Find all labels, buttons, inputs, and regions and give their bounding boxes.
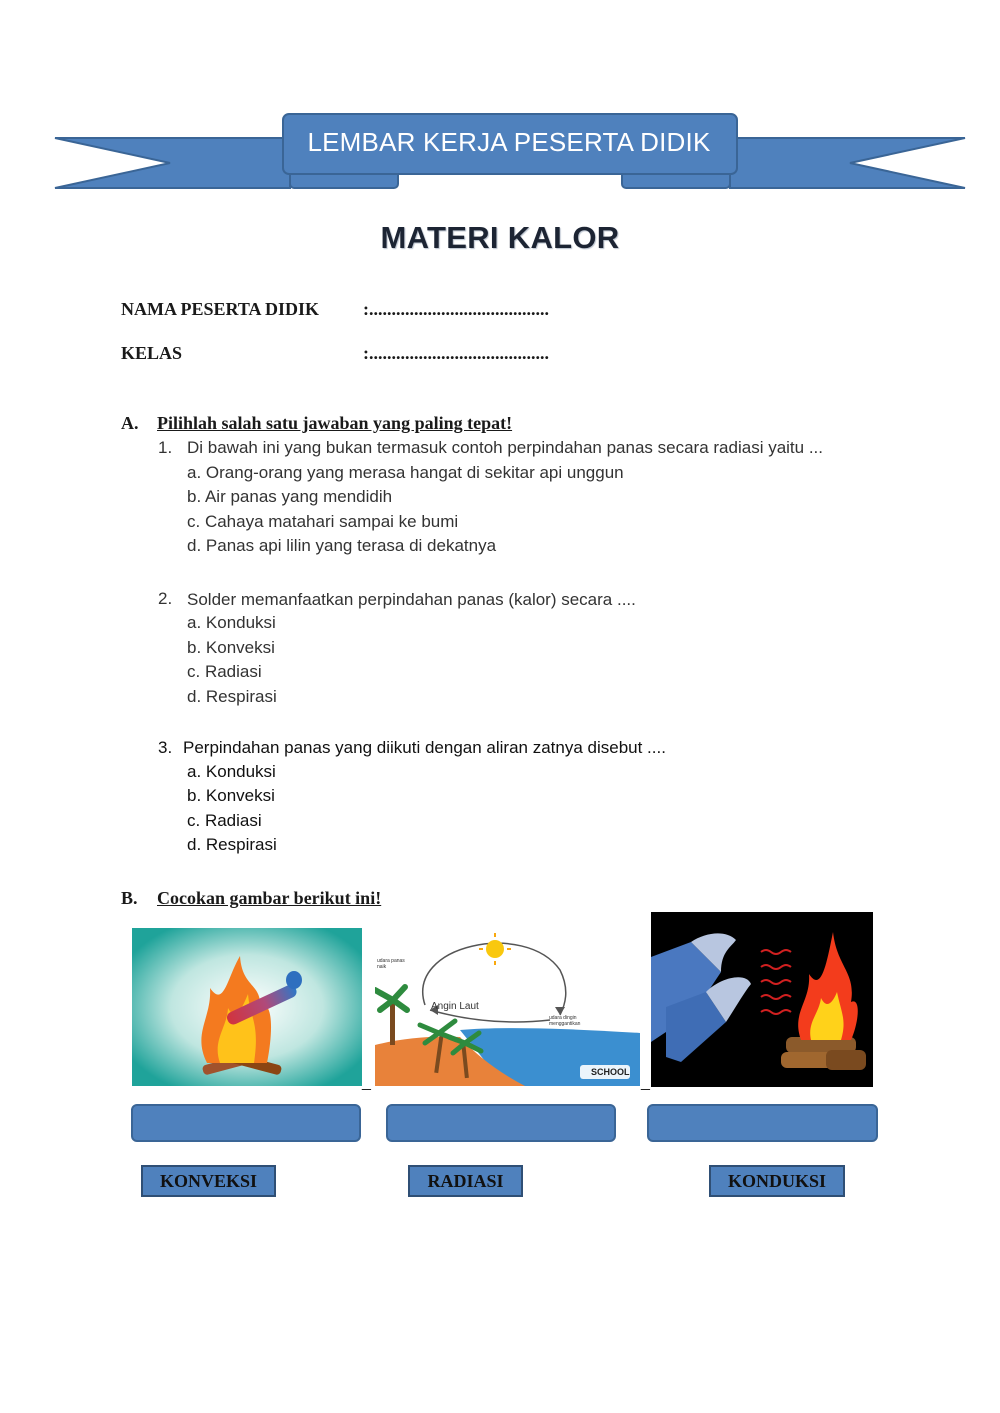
question-2-option-d[interactable]: d. Respirasi (187, 687, 277, 706)
question-1-option-a[interactable]: a. Orang-orang yang merasa hangat di sekitar api unggun (187, 463, 624, 482)
label-radiasi-button[interactable]: RADIASI (408, 1165, 523, 1197)
blank-separator-2: _ (641, 1074, 650, 1091)
radiation-picture (651, 912, 873, 1087)
question-2-option-b[interactable]: b. Konveksi (187, 638, 275, 657)
answer-box-2[interactable] (386, 1104, 616, 1142)
question-3-number: 3. (158, 738, 173, 757)
question-2-text: Solder memanfaatkan perpindahan panas (kalor) secara .... (187, 590, 636, 609)
question-1-option-c[interactable]: c. Cahaya matahari sampai ke bumi (187, 512, 459, 531)
question-3-option-c[interactable]: c. Radiasi (187, 811, 262, 830)
question-1-number: 1. (158, 438, 173, 457)
diagram-label-sea-breeze: Angin Laut (431, 1001, 479, 1012)
blank-separator-1: _ (362, 1074, 371, 1091)
question-3-option-a[interactable]: a. Konduksi (187, 762, 276, 781)
diagram-logo: SCHOOL (591, 1067, 630, 1077)
question-3-option-b[interactable]: b. Konveksi (187, 786, 275, 805)
question-1-option-b[interactable]: b. Air panas yang mendidih (187, 487, 393, 506)
section-a-letter: A. (121, 413, 139, 433)
answer-box-3[interactable] (647, 1104, 878, 1142)
section-b-heading: Cocokan gambar berikut ini! (157, 888, 382, 908)
question-2-option-c[interactable]: c. Radiasi (187, 662, 262, 681)
answer-box-1[interactable] (131, 1104, 361, 1142)
diagram-label-hot-air: udara panas naik (377, 958, 405, 970)
question-1-text: Di bawah ini yang bukan termasuk contoh perpindahan panas secara radiasi yaitu ... (187, 438, 823, 457)
field-label-name: NAMA PESERTA DIDIK (121, 299, 320, 319)
diagram-label-cold-air: udara dingin menggantikan (549, 1015, 581, 1027)
name-field[interactable]: :........................................ (363, 299, 549, 319)
class-field[interactable]: :........................................ (363, 343, 549, 363)
conduction-picture (132, 928, 362, 1086)
question-2-number: 2. (158, 589, 173, 608)
section-a-heading: Pilihlah salah satu jawaban yang paling tepat! (157, 413, 513, 433)
question-2-option-a[interactable]: a. Konduksi (187, 613, 276, 632)
question-3-text: Perpindahan panas yang diikuti dengan aliran zatnya disebut .... (183, 738, 666, 757)
section-b-letter: B. (121, 888, 138, 908)
convection-picture (375, 925, 640, 1086)
question-1-option-d[interactable]: d. Panas api lilin yang terasa di dekatnya (187, 536, 497, 555)
label-konveksi-button[interactable]: KONVEKSI (141, 1165, 276, 1197)
question-3-option-d[interactable]: d. Respirasi (187, 835, 277, 854)
page-title: MATERI KALOR (380, 220, 620, 255)
field-label-class: KELAS (121, 343, 183, 363)
banner-title: LEMBAR KERJA PESERTA DIDIK (307, 126, 711, 157)
label-konduksi-button[interactable]: KONDUKSI (709, 1165, 845, 1197)
